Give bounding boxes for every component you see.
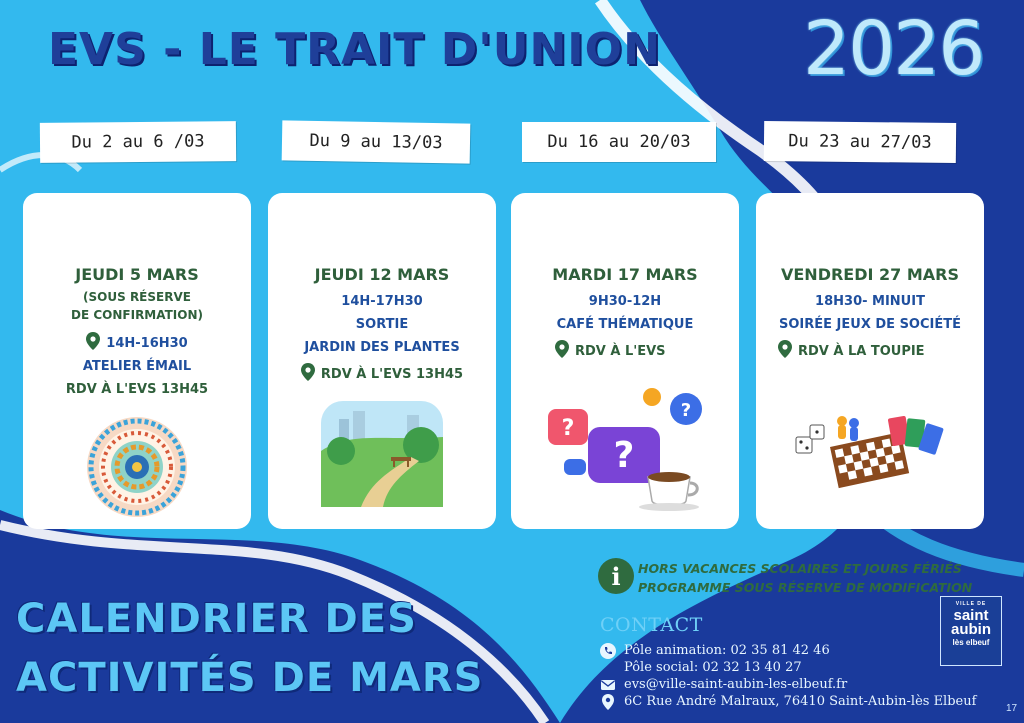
card-note-1: (SOUS RÉSERVE: [83, 290, 191, 304]
card-time: 9H30-12H: [588, 294, 662, 309]
year-label: 2026: [803, 6, 984, 92]
card-time: 18H30- MINUIT: [815, 294, 925, 309]
notice-holidays: HORS VACANCES SCOLAIRES ET JOURS FÉRIÉS: [638, 561, 962, 576]
card-time: 14H-17H30: [341, 294, 423, 309]
card-rdv: RDV À L'EVS: [575, 344, 666, 359]
logo-line-3: lès elbeuf: [952, 638, 990, 647]
park-icon: [321, 401, 443, 507]
card-activity-detail: JARDIN DES PLANTES: [304, 340, 460, 355]
notice-program: PROGRAMME SOUS RÉSERVE DE MODIFICATION: [638, 580, 973, 595]
card-activity: ATELIER ÉMAIL: [82, 359, 192, 374]
card-day: VENDREDI 27 MARS: [780, 265, 960, 284]
board-games-icon: [790, 411, 950, 497]
card-note-2: DE CONFIRMATION): [71, 308, 203, 322]
activity-card-3: [511, 193, 739, 529]
location-pin-icon: [600, 694, 616, 710]
location-pin-icon: [86, 332, 100, 350]
logo-ville: VILLE DE: [955, 601, 987, 607]
mandala-icon: [85, 415, 189, 519]
location-pin-icon: [301, 363, 315, 381]
week-label-4: Du 23 au 27/03: [764, 121, 956, 163]
svg-text:?: ?: [561, 416, 575, 441]
card-activity: SORTIE: [355, 317, 409, 332]
card-day: JEUDI 12 MARS: [314, 265, 450, 284]
info-icon: i: [598, 558, 634, 594]
svg-text:?: ?: [613, 435, 635, 476]
card-rdv: RDV À L'EVS 13H45: [320, 367, 464, 382]
card-day: MARDI 17 MARS: [552, 265, 698, 284]
activity-card-1: [23, 193, 251, 529]
footer-title-line-2: ACTIVITÉS DE MARS: [16, 655, 484, 701]
page-number: 17: [1006, 703, 1018, 714]
activity-card-2: [268, 193, 496, 529]
contact-address: 6C Rue André Malraux, 76410 Saint-Aubin-lès Elbeuf: [624, 694, 977, 709]
card-rdv: RDV À L'EVS 13H45: [65, 382, 209, 397]
footer-title-line-1: CALENDRIER DES: [16, 596, 417, 642]
activity-card-4: [756, 193, 984, 529]
week-label-1: Du 2 au 6 /03: [40, 121, 236, 163]
phone-icon: [600, 643, 616, 659]
week-label-3: Du 16 au 20/03: [522, 122, 716, 162]
logo-line-2: aubin: [951, 621, 991, 638]
questions-coffee-icon: [540, 385, 710, 511]
email-icon: [600, 677, 616, 693]
card-day: JEUDI 5 MARS: [75, 265, 199, 284]
location-pin-icon: [778, 340, 792, 358]
contact-title: CONTACT: [600, 614, 703, 636]
phone-social: Pôle social: 02 32 13 40 27: [624, 660, 802, 675]
svg-text:?: ?: [680, 400, 692, 421]
location-pin-icon: [555, 340, 569, 358]
contact-email[interactable]: evs@ville-saint-aubin-les-elbeuf.fr: [624, 677, 848, 692]
week-label-2: Du 9 au 13/03: [282, 120, 471, 163]
card-activity: CAFÉ THÉMATIQUE: [556, 317, 694, 332]
page-title: EVS - LE TRAIT D'UNION: [48, 24, 661, 75]
logo-line-1: saint: [953, 607, 989, 624]
card-activity: SOIRÉE JEUX DE SOCIÉTÉ: [779, 317, 961, 332]
card-rdv: RDV À LA TOUPIE: [798, 344, 925, 359]
phone-animation: Pôle animation: 02 35 81 42 46: [624, 643, 830, 658]
card-time: 14H-16H30: [106, 336, 188, 351]
city-logo: [940, 596, 1002, 666]
